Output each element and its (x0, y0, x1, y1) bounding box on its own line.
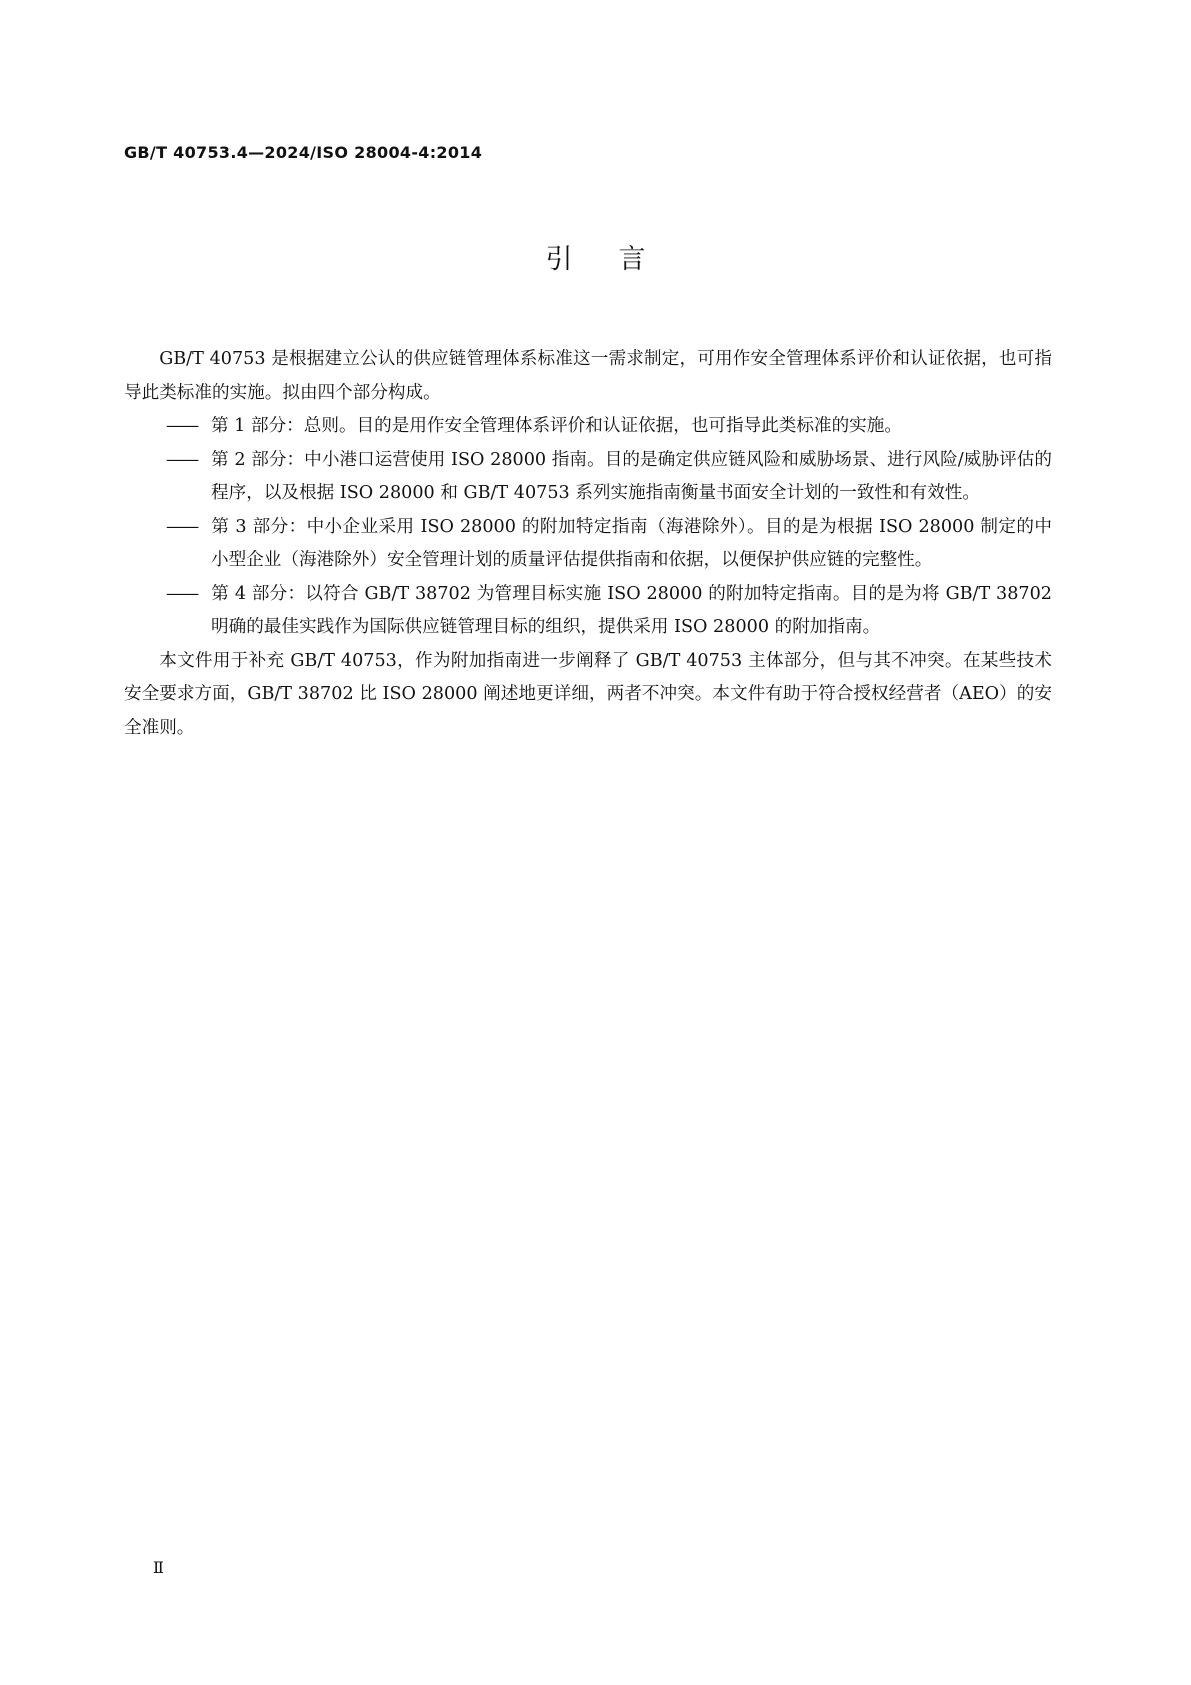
list-dash: —— (166, 583, 198, 604)
page-title: 引言 (545, 244, 692, 275)
part-2-text: 第 2 部分：中小港口运营使用 ISO 28000 指南。目的是确定供应链风险和威胁场景、进行风险/威胁评估的程序，以及根据 ISO 28000 和 GB/T 40753 系列实施指南衡量书面安全计划的一致性和有效性。 (211, 449, 1052, 503)
list-dash: —— (166, 416, 198, 436)
part-4-text: 第 4 部分：以符合 GB/T 38702 为管理目标实施 ISO 28000 的附加特定指南。目的是为将 GB/T 38702 明确的最佳实践作为国际供应链管理目标的组织，提供采用 ISO 28000 的附加指南。 (211, 583, 1052, 637)
page-number: Ⅱ (153, 1558, 164, 1577)
list-item (124, 511, 1052, 578)
part-1-text: 第 1 部分：总则。目的是用作安全管理体系评价和认证依据，也可指导此类标准的实施。 (211, 416, 902, 436)
standard-number-header: GB/T 40753.4—2024/ISO 28004-4:2014 (124, 143, 483, 162)
list-item (124, 410, 1052, 444)
parts-list (124, 410, 1052, 645)
part-3-text: 第 3 部分：中小企业采用 ISO 28000 的附加特定指南（海港除外）。目的是为根据 ISO 28000 制定的中小型企业（海港除外）安全管理计划的质量评估提供指南和依据，以便保护供应链的完整性。 (211, 516, 1052, 570)
closing-paragraph: 本文件用于补充 GB/T 40753，作为附加指南进一步阐释了 GB/T 40753 主体部分，但与其不冲突。在某些技术安全要求方面，GB/T 38702 比 ISO 28000 阐述地更详细，两者不冲突。本文件有助于符合授权经营者（AEO）的安全准则。 (124, 650, 1052, 738)
list-dash: —— (166, 516, 198, 537)
list-item (124, 444, 1052, 511)
list-dash: —— (166, 449, 198, 470)
intro-paragraph: GB/T 40753 是根据建立公认的供应链管理体系标准这一需求制定，可用作安全管理体系评价和认证依据，也可指导此类标准的实施。拟由四个部分构成。 (124, 349, 1052, 403)
document-body (124, 343, 1052, 745)
list-item (124, 578, 1052, 645)
